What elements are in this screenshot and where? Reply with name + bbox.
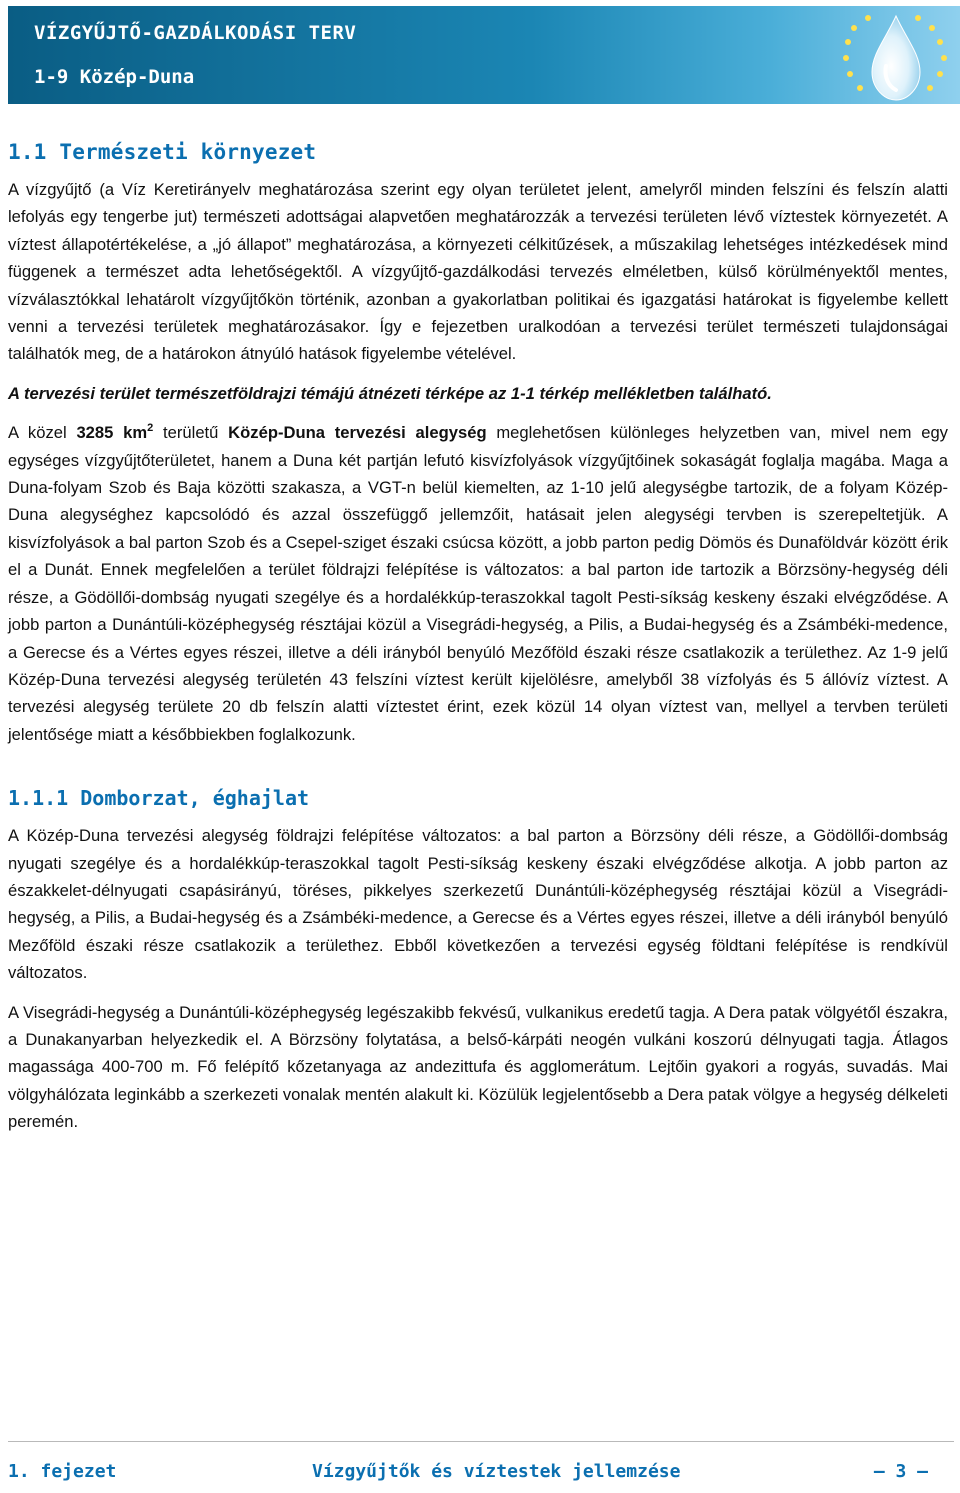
subsection-number: 1.1.1 [8,786,69,811]
footer-chapter: 1. fejezet [8,1461,117,1482]
section-number: 1.1 [8,140,47,164]
paragraph-geography: A Közép-Duna tervezési alegység földrajzi felépítése változatos: a bal parton a Börzsöny déli része, a Gödöllői-dombság nyugati szegélye és a hordalékkúp-teraszokkal tagolt Pesti-síkság keskeny északi elvégződése alkotja. A jobb parton az északkelet-délnyugati csapásirányú, töréses, pikkelyes szerkezetű Dunántúli-középhegység résztájai közül a Visegrádi-hegység, a Pilis, a Budai-hegység és a Zsámbéki-medence, a Gerecse és a Vértes egyes részei, illetve a déli irányból benyúló Mezőföld északi része csatlakozik a területhez. Ebből következően a tervezési egység földtani felépítése is rendkívül változatos. [8,826,948,983]
section-heading [8,140,948,164]
planning-unit-name: Közép-Duna tervezési alegység [228,423,487,443]
paragraph-intro: A vízgyűjtő (a Víz Keretirányelv meghatározása szerint egy olyan területet jelent, amelyről minden felszíni és felszín alatti lefolyás egy tengerbe jut) természeti adottságai alapvetően meghatározzák a tervezési területen lévő víztestek környezetét. A víztest állapotértékelése, a „jó állapot” meghatározása, a környezeti célkitűzések, a műszakilag lehetséges intézkedések mind függenek a természet adta lehetőségektől. A vízgyűjtő-gazdálkodási tervezés elméletben, külső körülményektől mentes, vízválasztókkal lehatárolt vízgyűjtőkön történik, azonban a gyakorlatban politikai és igazgatási határokat is figyelembe kellett venni a tervezési területek meghatározásakor. Így e fejezetben uralkodóan a tervezési terület természeti tulajdonságai találhatók meg, de a határokon átnyúló hatások figyelembe vételével. [8,180,948,364]
page-number: — 3 — [873,1461,928,1482]
paragraph-visegrad: A Visegrádi-hegység a Dunántúli-középhegység legészakibb fekvésű, vulkanikus eredetű tagja. A Dera patak völgyétől északra, a Dunakanyarban helyezkedik el. A Börzsöny folytatása, a belső-kárpáti neogén vulkáni koszorú délnyugati tagja. Átlagos magassága 400-700 m. Fő felépítő kőzetanyaga az andezittufa és agglomerátum. Lejtőin gyakori a rogyás, suvadás. Mai völgyhálózata leginkább a szerkezeti vonalak mentén alakult ki. Közülük legjelentősebb a Dera patak völgye a hegység délkeleti peremén. [8,1002,948,1132]
header-banner [8,6,960,104]
subsection-heading [8,786,948,810]
eu-water-drop-logo-icon [814,8,954,104]
page-footer [8,1457,954,1485]
map-reference-note: A tervezési terület természetföldrajzi témájú átnézeti térképe az 1-1 térkép mellékletben található. [8,383,772,403]
document-subtitle: 1-9 Közép-Duna [34,66,195,88]
subsection-title: Domborzat, éghajlat [80,786,310,811]
paragraph-planning-unit: A közel 3285 $km^2$ területű Közép-Duna tervezési alegység meglehetősen különleges helyzetben van, mivel nem egy egységes vízgyűjtőterületet, hanem a Duna két partján lefutó kisvízfolyások vízgyűjtőinek sokaságát foglalja magába. Maga a Duna-folyam Szob és Baja közötti szakasza, a VGT-n belül kiemelten, az 1-10 jelű alegységbe tartozik, de a folyam Közép-Duna alegységhez kapcsolódó és azzal összefüggő jellemzőit, hatásait jelen alegységi tervben is szerepeltetjük. A kisvízfolyások a bal parton Szob és a Csepel-sziget északi csúcsa között, a jobb parton pedig Dömös és Dunaföldvár között érik el a Dunát. Ennek megfelelően a terület földrajzi felépítése is változatos: a bal parton ide tartozik a Börzsöny-hegység déli része, a Gödöllői-dombság nyugati szegélye és a hordalékkúp-teraszokkal tagolt Pesti-síkság keskeny északi elvégződése. A jobb parton a Dunántúli-középhegység résztájai közül a Visegrádi-hegység, a Pilis, a Budai-hegység és a Zsámbéki-medence, a Gerecse és a Vértes egyes részei, illetve a déli irányból benyúló Mezőföld északi része csatlakozik a területhez. Az 1-9 jelű Közép-Duna tervezési alegység területén 43 felszíni víztest került kijelölésre, amelyből 38 vízfolyás és 5 állóvíz víztest. A tervezési alegység területe 20 db felszín alatti víztestet érint, ezek közül 14 olyan víztest van, mellyel a tervben területi jelentősége miatt a későbbiekben foglalkozunk. [8,422,948,744]
page-content [8,140,948,1148]
section-title: Természeti környezet [59,140,317,164]
footer-title: Vízgyűjtők és víztestek jellemzése [312,1461,681,1482]
area-value: 3285 km [76,423,148,443]
document-title: VÍZGYŰJTŐ-GAZDÁLKODÁSI TERV [34,22,357,44]
footer-divider [8,1441,954,1442]
